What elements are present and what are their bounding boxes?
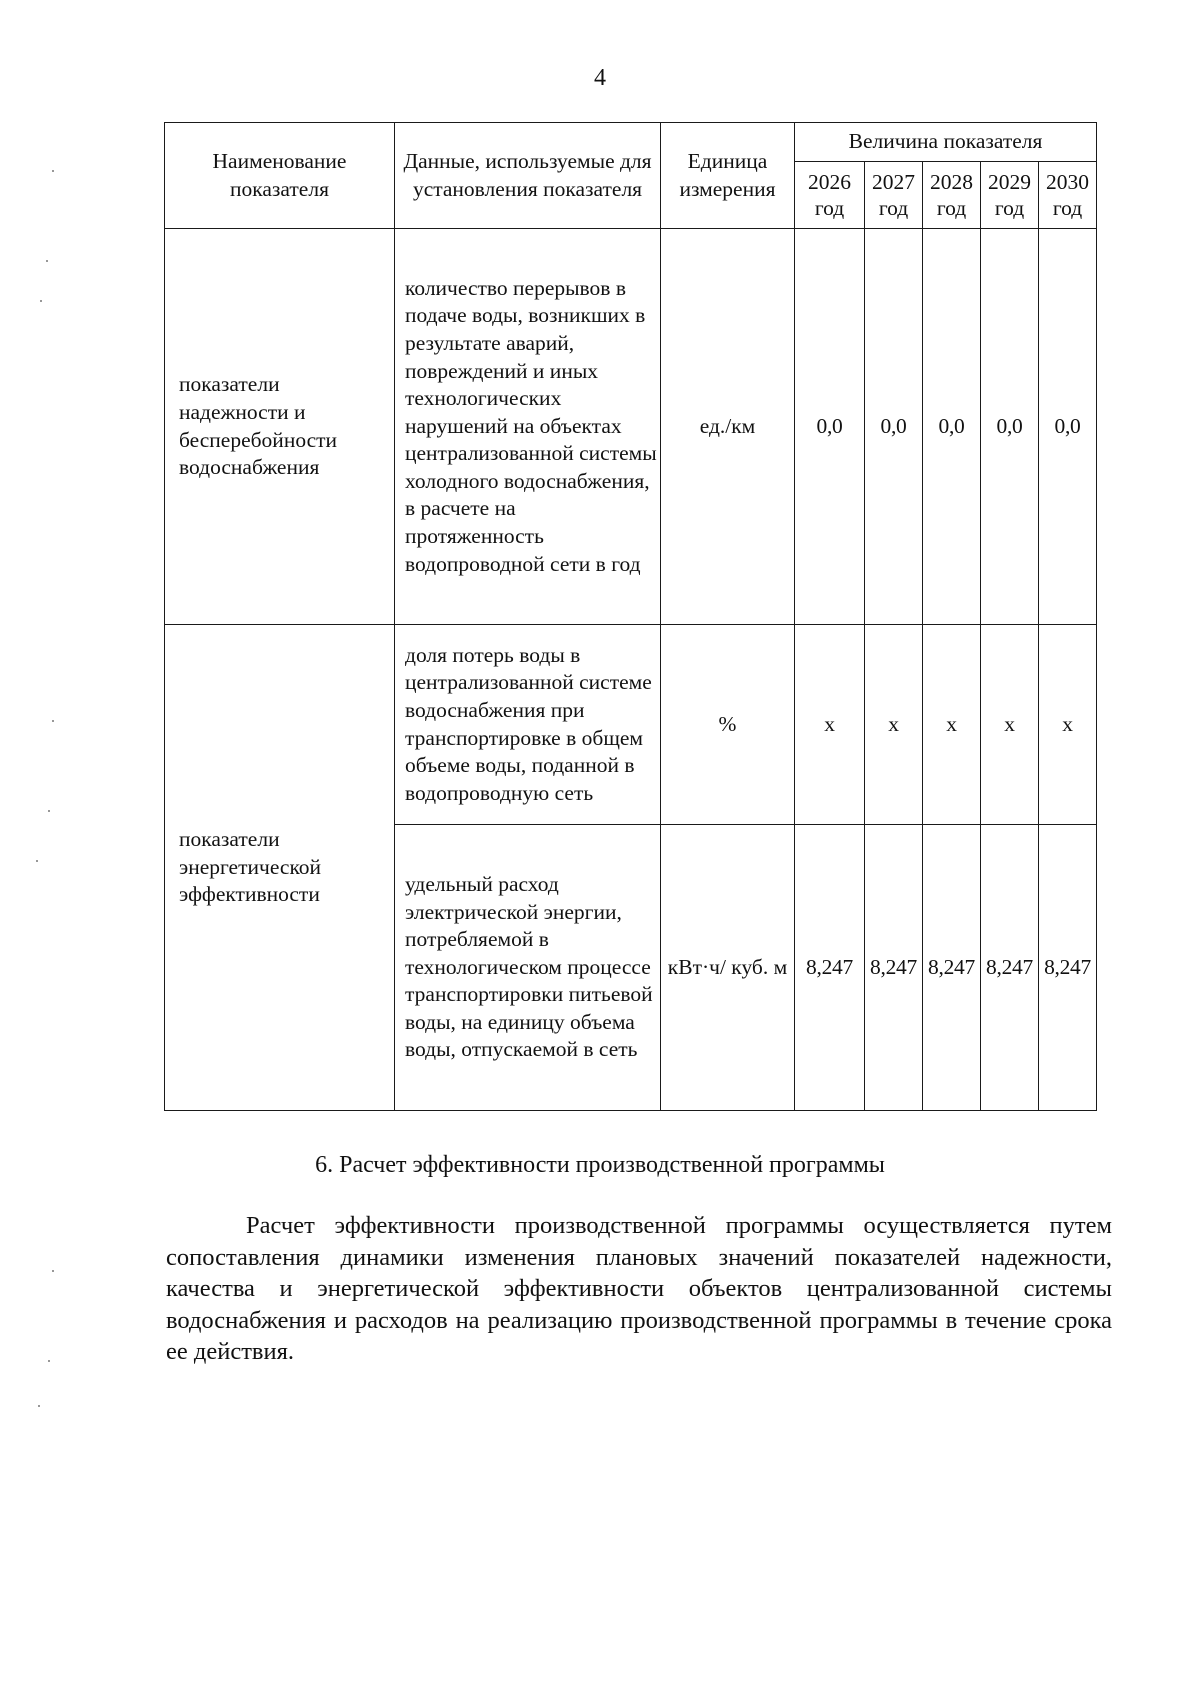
header-year-2030: 2030 год	[1039, 162, 1097, 229]
value-2027: 8,247	[865, 825, 923, 1111]
indicators-table	[164, 122, 1097, 1111]
header-year-2026: 2026 год	[795, 162, 865, 229]
indicator-unit: ед./км	[661, 229, 795, 625]
header-year-2028: 2028 год	[923, 162, 981, 229]
value-2029: x	[981, 625, 1039, 825]
value-2030: 8,247	[1039, 825, 1097, 1111]
header-source-data: Данные, используемые для установления показателя	[395, 123, 661, 229]
value-2029: 0,0	[981, 229, 1039, 625]
value-2029: 8,247	[981, 825, 1039, 1111]
indicator-source-data: доля потерь воды в централизованной системе водоснабжения при транспортировке в общем объеме воды, поданной в водопроводную сеть	[395, 625, 661, 825]
indicator-source-data: удельный расход электрической энергии, потребляемой в технологическом процессе транспортировки питьевой воды, на единицу объема воды, отпускаемой в сеть	[395, 825, 661, 1111]
table-row	[165, 229, 1097, 625]
section-title: 6. Расчет эффективности производственной программы	[315, 1152, 885, 1178]
value-2026: x	[795, 625, 865, 825]
header-year-2027: 2027 год	[865, 162, 923, 229]
value-2026: 8,247	[795, 825, 865, 1111]
scan-speck	[46, 260, 48, 262]
indicator-name: показатели энергетической эффективности	[165, 625, 395, 1111]
scan-speck	[38, 1405, 40, 1407]
header-unit: Единица измерения	[661, 123, 795, 229]
scan-speck	[52, 720, 54, 722]
indicator-unit: кВт·ч/ куб. м	[661, 825, 795, 1111]
value-2027: x	[865, 625, 923, 825]
indicator-source-data: количество перерывов в подаче воды, возникших в результате аварий, повреждений и иных технологических нарушений на объектах централизованной системы холодного водоснабжения, в расчете на протяженность водопроводной сети в год	[395, 229, 661, 625]
scan-speck	[36, 860, 38, 862]
scan-speck	[48, 810, 50, 812]
value-2026: 0,0	[795, 229, 865, 625]
indicator-unit: %	[661, 625, 795, 825]
header-row-top	[165, 123, 1097, 162]
page-number: 4	[594, 65, 606, 91]
header-indicator-name: Наименование показателя	[165, 123, 395, 229]
value-2028: 8,247	[923, 825, 981, 1111]
scan-speck	[52, 1270, 54, 1272]
value-2027: 0,0	[865, 229, 923, 625]
value-2028: 0,0	[923, 229, 981, 625]
value-2030: x	[1039, 625, 1097, 825]
section-paragraph: Расчет эффективности производственной программы осуществляется путем сопоставления динамики изменения плановых значений показателей надежности, качества и энергетической эффективности объектов централизованной системы водоснабжения и расходов на реализацию производственной программы в течение срока ее действия.	[166, 1212, 1112, 1365]
indicator-name: показатели надежности и бесперебойности водоснабжения	[165, 229, 395, 625]
scan-speck	[48, 1360, 50, 1362]
scan-speck	[52, 170, 54, 172]
header-indicator-value: Величина показателя	[795, 123, 1097, 162]
table-row	[165, 625, 1097, 825]
value-2028: x	[923, 625, 981, 825]
value-2030: 0,0	[1039, 229, 1097, 625]
header-year-2029: 2029 год	[981, 162, 1039, 229]
scan-speck	[40, 300, 42, 302]
